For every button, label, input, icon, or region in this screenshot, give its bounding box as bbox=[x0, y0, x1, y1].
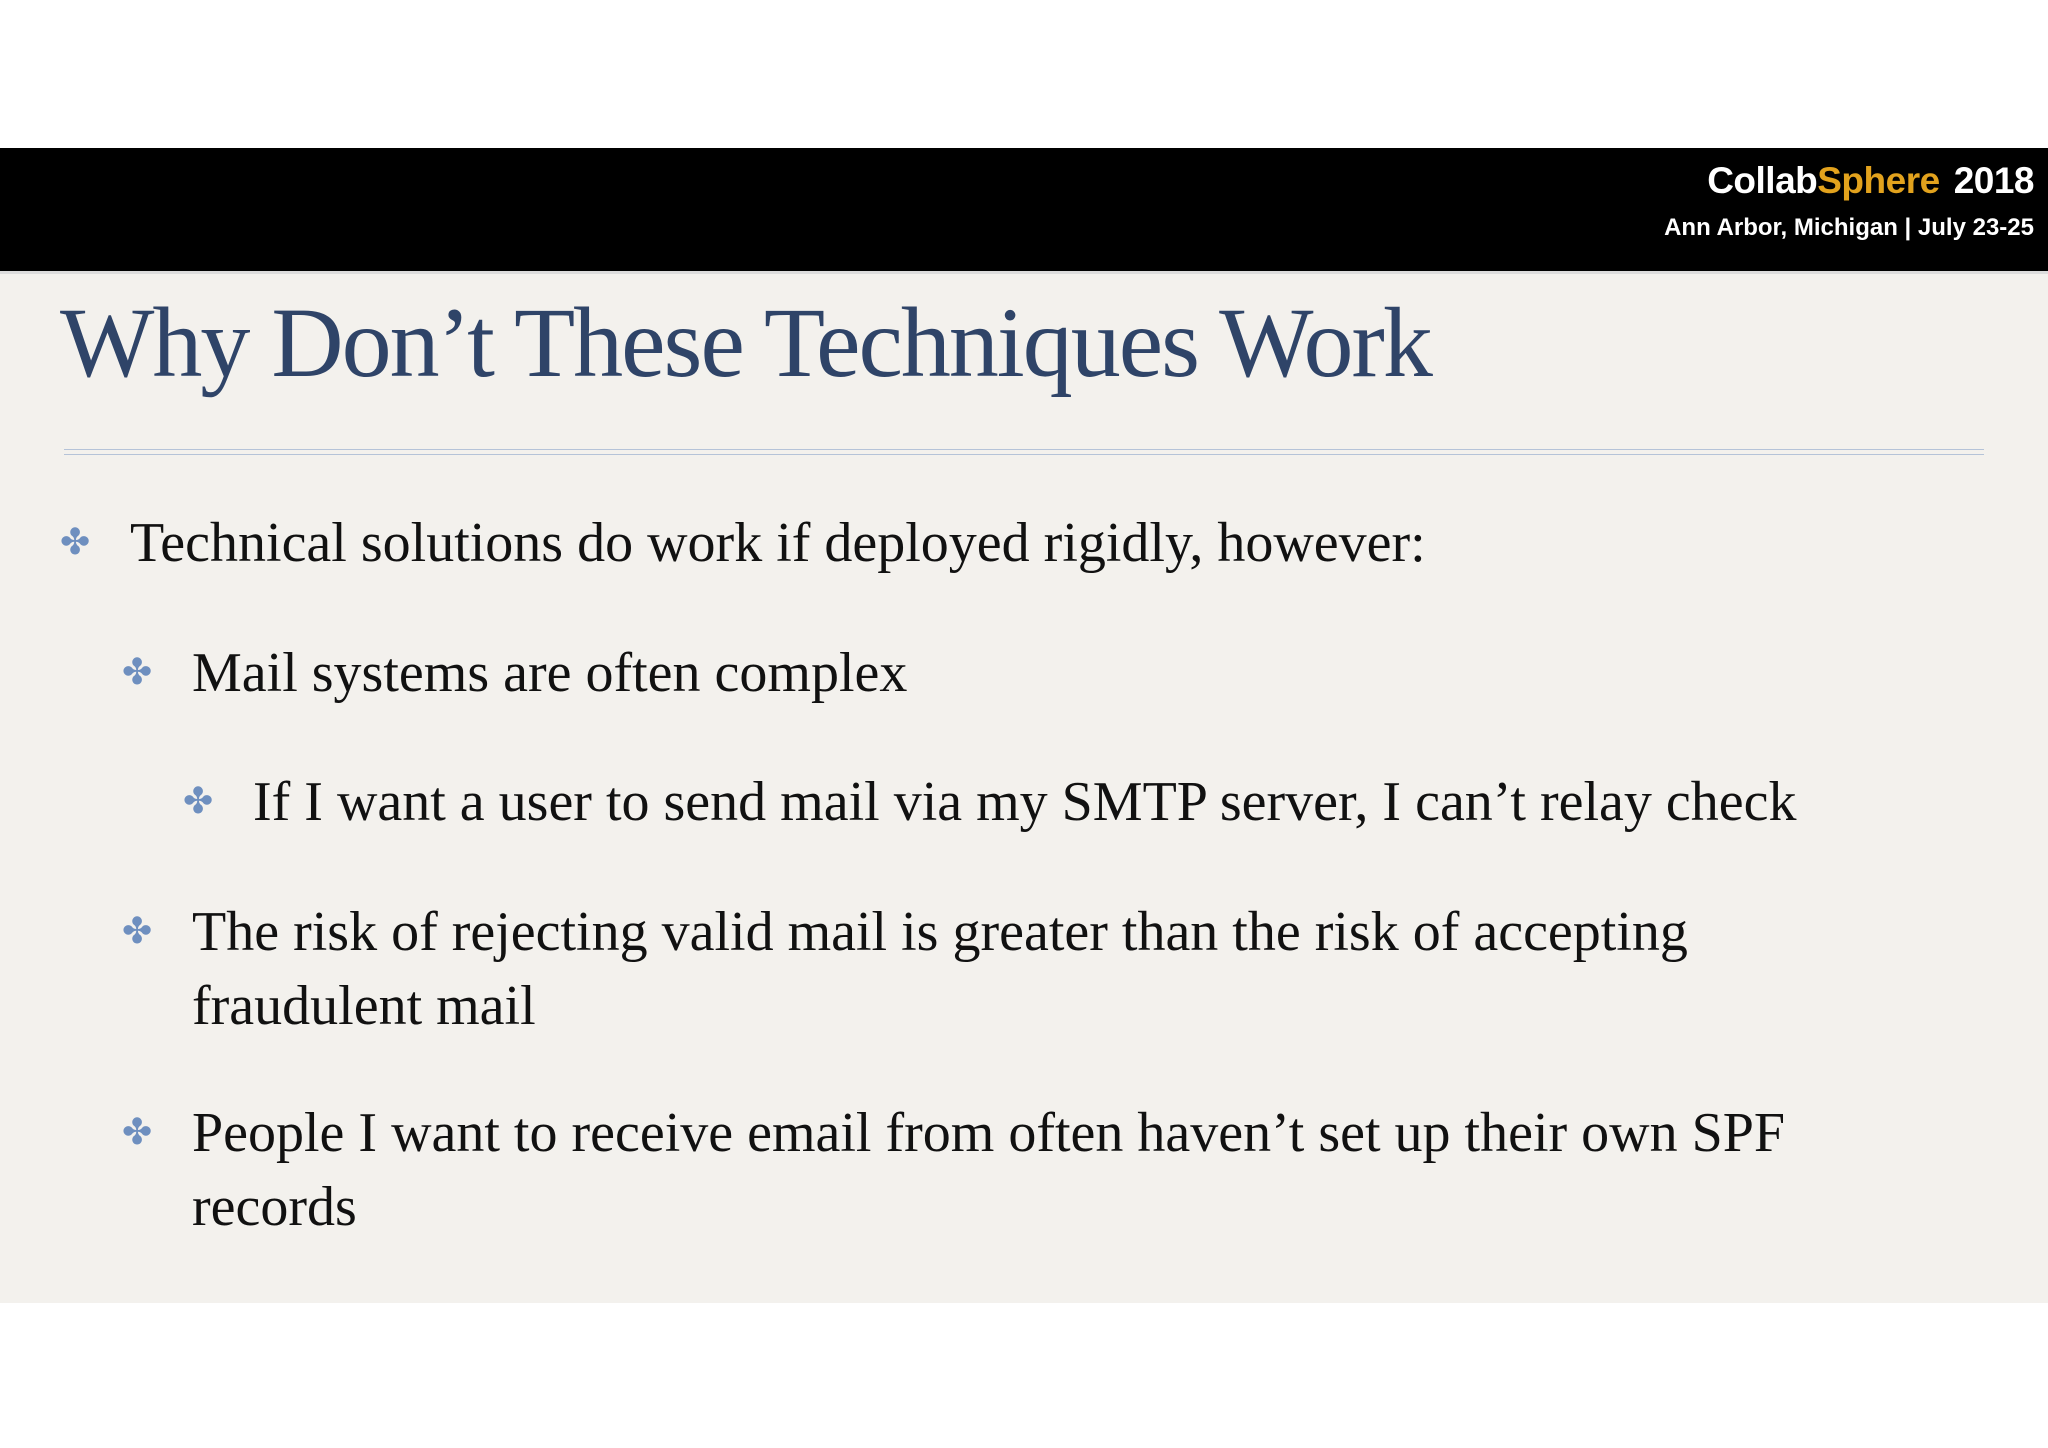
event-info: Ann Arbor, Michigan | July 23-25 bbox=[1664, 214, 2034, 241]
brand-logo bbox=[1707, 160, 2034, 202]
bullet-level2-spf-records bbox=[122, 1096, 1786, 1244]
banner-divider bbox=[0, 271, 2048, 274]
brand-name-part1: Collab bbox=[1707, 160, 1818, 201]
bullet-text-line1: People I want to receive email from often haven’t set up their own SPF bbox=[192, 1102, 1786, 1164]
bullet-text: Mail systems are often complex bbox=[192, 642, 908, 704]
four-petal-flower-icon: ✤ bbox=[122, 911, 153, 952]
four-petal-flower-icon: ✤ bbox=[122, 652, 153, 693]
four-petal-flower-icon: ✤ bbox=[122, 1112, 153, 1153]
title-underline-secondary bbox=[64, 454, 1984, 455]
four-petal-flower-icon: ✤ bbox=[183, 781, 214, 822]
brand-name-part2: Sphere bbox=[1817, 160, 1940, 201]
header-banner bbox=[0, 148, 2048, 271]
four-petal-flower-icon: ✤ bbox=[60, 522, 91, 563]
bullet-text-line2: records bbox=[192, 1176, 357, 1238]
brand-year: 2018 bbox=[1953, 160, 2034, 201]
bullet-text: Technical solutions do work if deployed rigidly, however: bbox=[130, 512, 1426, 574]
title-underline bbox=[64, 449, 1984, 450]
bullet-level3-smtp-relay bbox=[183, 765, 1797, 839]
bullet-text-line2: fraudulent mail bbox=[192, 975, 536, 1037]
bullet-level2-mail-systems bbox=[122, 636, 908, 710]
bullet-text: If I want a user to send mail via my SMTP server, I can’t relay check bbox=[253, 771, 1797, 833]
bullet-level2-risk-rejecting bbox=[122, 895, 1688, 1043]
bullet-level1-technical-solutions bbox=[60, 506, 1426, 580]
slide bbox=[0, 148, 2048, 1303]
bullet-text-line1: The risk of rejecting valid mail is greater than the risk of accepting bbox=[192, 901, 1688, 963]
slide-title: Why Don’t These Techniques Work bbox=[60, 287, 1431, 398]
